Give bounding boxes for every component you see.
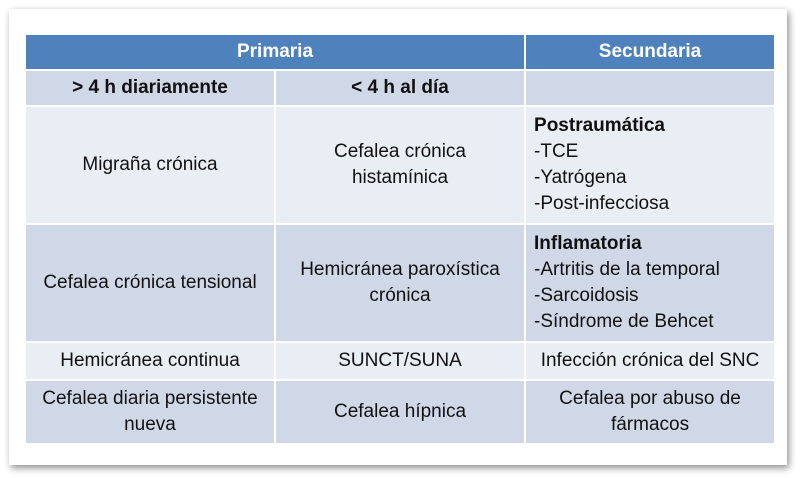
list-item: -Artritis de la temporal [534,259,720,280]
cell-primary-long: Migraña crónica [25,106,275,224]
table-row [25,342,775,380]
cell-secondary: Infección crónica del SNC [525,342,775,380]
cell-secondary: Cefalea por abuso de fármacos [525,380,775,444]
category-title: Inflamatoria [534,233,642,254]
subheader-under-4h: < 4 h al día [275,70,525,106]
cell-secondary [525,224,775,342]
table-subheader-row [25,70,775,106]
cell-primary-short: Cefalea crónica histamínica [275,106,525,224]
header-primary: Primaria [25,34,525,70]
cell-primary-long: Cefalea diaria persistente nueva [25,380,275,444]
headache-classification-table [24,33,776,445]
list-item: -Post-infecciosa [534,193,670,214]
header-secondary: Secundaria [525,34,775,70]
cell-primary-short: Cefalea hípnica [275,380,525,444]
subheader-empty [525,70,775,106]
category-title: Postraumática [534,115,665,136]
list-item: -Sarcoidosis [534,285,639,306]
cell-primary-long: Hemicránea continua [25,342,275,380]
table-header-row [25,34,775,70]
list-item: -Síndrome de Behcet [534,311,714,332]
subheader-over-4h: > 4 h diariamente [25,70,275,106]
cell-primary-short: Hemicránea paroxística crónica [275,224,525,342]
table-row [25,106,775,224]
list-item: -Yatrógena [534,167,627,188]
table-row [25,380,775,444]
cell-primary-long: Cefalea crónica tensional [25,224,275,342]
table-row [25,224,775,342]
list-item: -TCE [534,141,579,162]
cell-primary-short: SUNCT/SUNA [275,342,525,380]
cell-secondary [525,106,775,224]
